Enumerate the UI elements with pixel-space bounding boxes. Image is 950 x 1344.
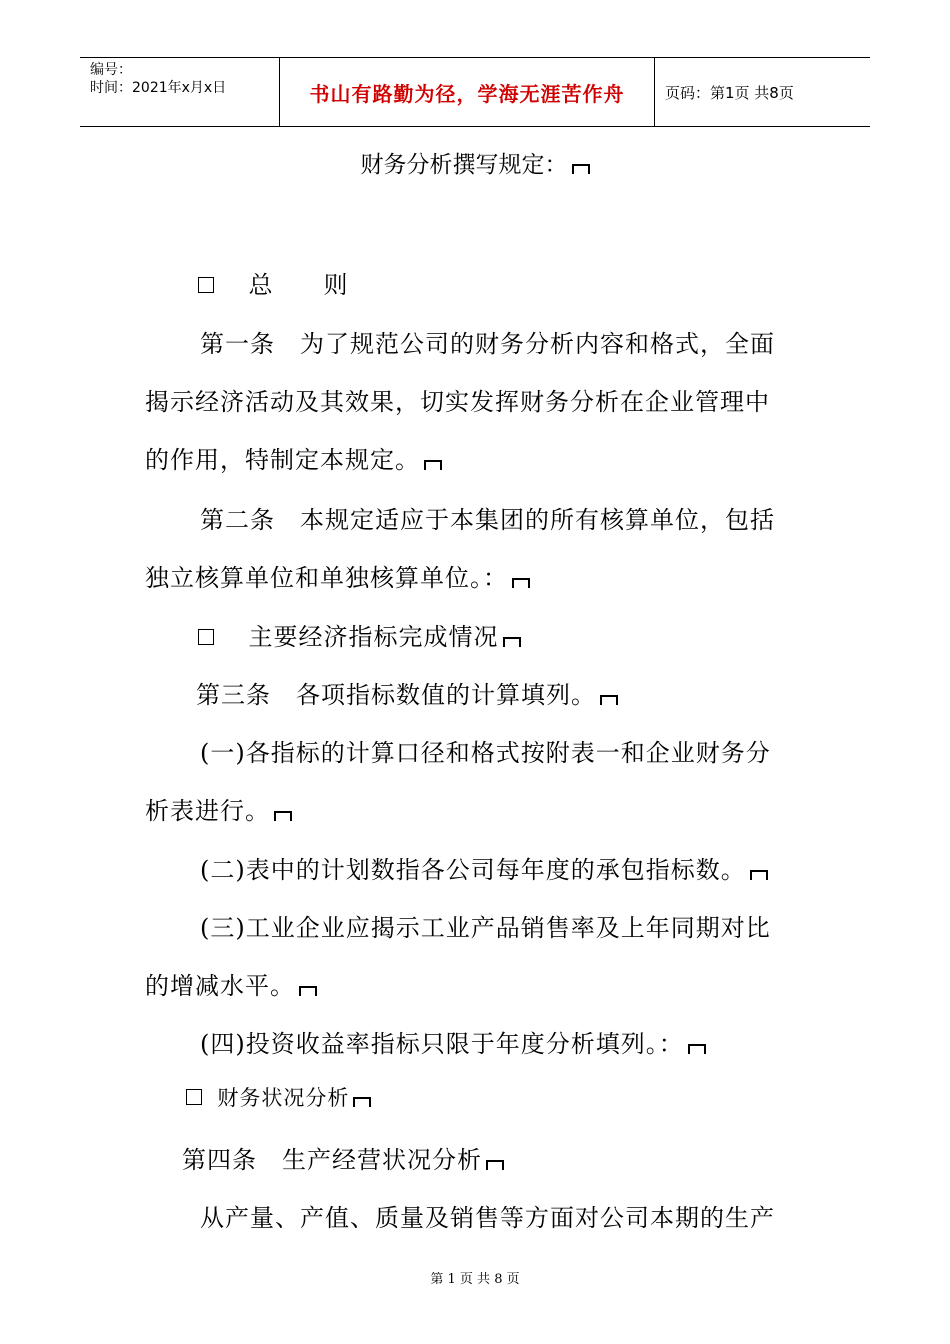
paragraph-mark-icon <box>688 1044 706 1054</box>
item-1-line-2 <box>145 791 292 826</box>
paragraph-mark-icon <box>299 986 317 996</box>
checkbox-square-icon <box>186 1089 202 1105</box>
document-title <box>0 146 950 179</box>
article-2-line-2-text: 独立核算单位和单独核算单位。： <box>145 564 508 592</box>
item-1-line-1: (一)各指标的计算口径和格式按附表一和企业财务分 <box>200 739 771 767</box>
paragraph-mark-icon <box>486 1160 504 1170</box>
article-1-line-3-text: 的作用，特制定本规定。 <box>145 446 420 474</box>
article-4-line-2: 从产量、产值、质量及销售等方面对公司本期的生产 <box>200 1204 775 1232</box>
document-title-text: 财务分析撰写规定： <box>360 152 568 178</box>
paragraph-mark-icon <box>600 695 618 705</box>
section-heading-indicators <box>198 617 521 652</box>
header-meta <box>80 58 280 126</box>
item-4-line-1 <box>200 1024 706 1059</box>
item-2-line-1 <box>200 850 768 885</box>
checkbox-square-icon <box>198 629 214 645</box>
header-page-info: 页码：第1页 共8页 <box>665 83 794 102</box>
section-heading-text: 总 则 <box>248 271 349 299</box>
item-3-line-2 <box>145 966 317 1001</box>
paragraph-mark-icon <box>512 578 530 588</box>
paragraph-mark-icon <box>353 1097 371 1107</box>
article-4-line-1 <box>182 1140 504 1175</box>
paragraph-mark-icon <box>503 637 521 647</box>
paragraph-mark-icon <box>274 811 292 821</box>
item-4-line-1-text: (四)投资收益率指标只限于年度分析填列。： <box>200 1030 684 1058</box>
paragraph-mark-icon <box>750 870 768 880</box>
article-1-line-1: 第一条 为了规范公司的财务分析内容和格式，全面 <box>200 330 775 358</box>
item-3-line-2-text: 的增减水平。 <box>145 972 295 1000</box>
section-heading-general <box>198 265 349 300</box>
item-2-line-1-text: (二)表中的计划数指各公司每年度的承包指标数。 <box>200 856 746 884</box>
article-2-line-1: 第二条 本规定适应于本集团的所有核算单位，包括 <box>200 506 775 534</box>
section-heading-financial <box>186 1082 371 1112</box>
article-3-line-1-text: 第三条 各项指标数值的计算填列。 <box>196 681 596 709</box>
article-3-line-1 <box>196 675 618 710</box>
section-heading-text: 财务状况分析 <box>217 1086 350 1110</box>
page-header <box>80 57 870 127</box>
item-1-line-2-text: 析表进行。 <box>145 797 270 825</box>
paragraph-mark-icon <box>572 164 590 174</box>
paragraph-mark-icon <box>424 460 442 470</box>
article-4-line-1-text: 第四条 生产经营状况分析 <box>182 1146 482 1174</box>
header-motto: 书山有路勤为径，学海无涯苦作舟 <box>280 58 655 126</box>
item-3-line-1: (三)工业企业应揭示工业产品销售率及上年同期对比 <box>200 914 771 942</box>
article-1-line-2: 揭示经济活动及其效果，切实发挥财务分析在企业管理中 <box>145 388 770 416</box>
article-1-line-3 <box>145 440 442 475</box>
checkbox-square-icon <box>198 277 214 293</box>
article-2-line-2 <box>145 558 530 593</box>
document-number-label: 编号： <box>90 62 132 78</box>
document-date: 时间：2021年x月x日 <box>90 80 227 96</box>
section-heading-text: 主要经济指标完成情况 <box>248 623 499 651</box>
page-footer: 第 1 页 共 8 页 <box>430 1272 520 1287</box>
